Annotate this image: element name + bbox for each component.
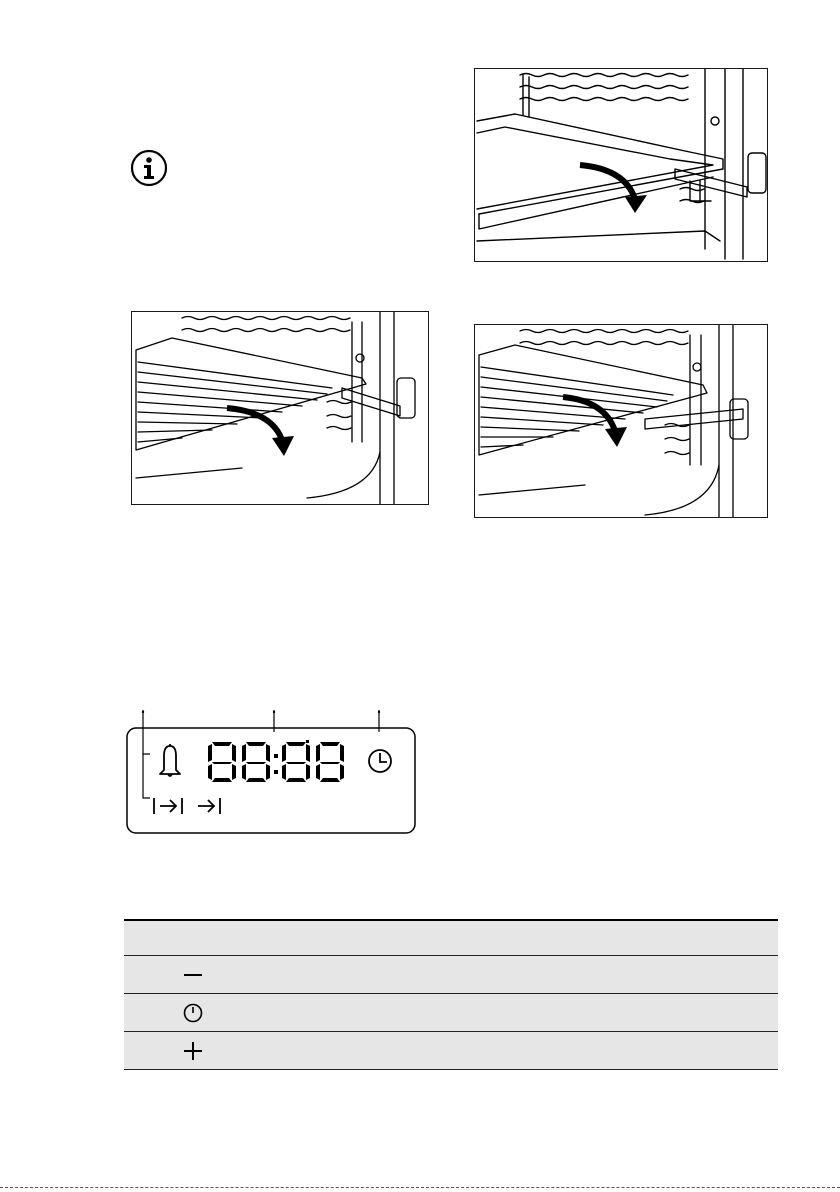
wire-shelf-telescopic-figure (474, 324, 768, 518)
row-symbol (170, 994, 280, 1032)
row-number (124, 994, 170, 1032)
header-number (124, 920, 170, 956)
table-header-row (124, 920, 778, 956)
row-number (124, 1032, 170, 1070)
segment-digits (208, 740, 344, 782)
row-symbol (170, 956, 280, 994)
controls-table (124, 919, 778, 1070)
info-icon (129, 148, 169, 188)
clock-icon (182, 1002, 204, 1024)
table-row (124, 956, 778, 994)
table-row (124, 994, 778, 1032)
row-description (280, 1032, 778, 1070)
bell-icon (160, 744, 180, 776)
row-description (280, 994, 778, 1032)
plus-icon (182, 1040, 204, 1062)
end-time-icon (198, 798, 220, 814)
page-bottom-rule (0, 1187, 840, 1188)
clock-icon (369, 750, 391, 772)
row-description (280, 956, 778, 994)
wire-shelf-insert-figure (131, 311, 429, 505)
row-number (124, 956, 170, 994)
table-row (124, 1032, 778, 1070)
clock-display-diagram (124, 710, 420, 840)
header-symbol (170, 920, 280, 956)
row-symbol (170, 1032, 280, 1070)
tray-insert-figure (474, 68, 768, 262)
minus-icon (182, 964, 204, 986)
duration-icon (154, 798, 182, 814)
header-description (280, 920, 778, 956)
